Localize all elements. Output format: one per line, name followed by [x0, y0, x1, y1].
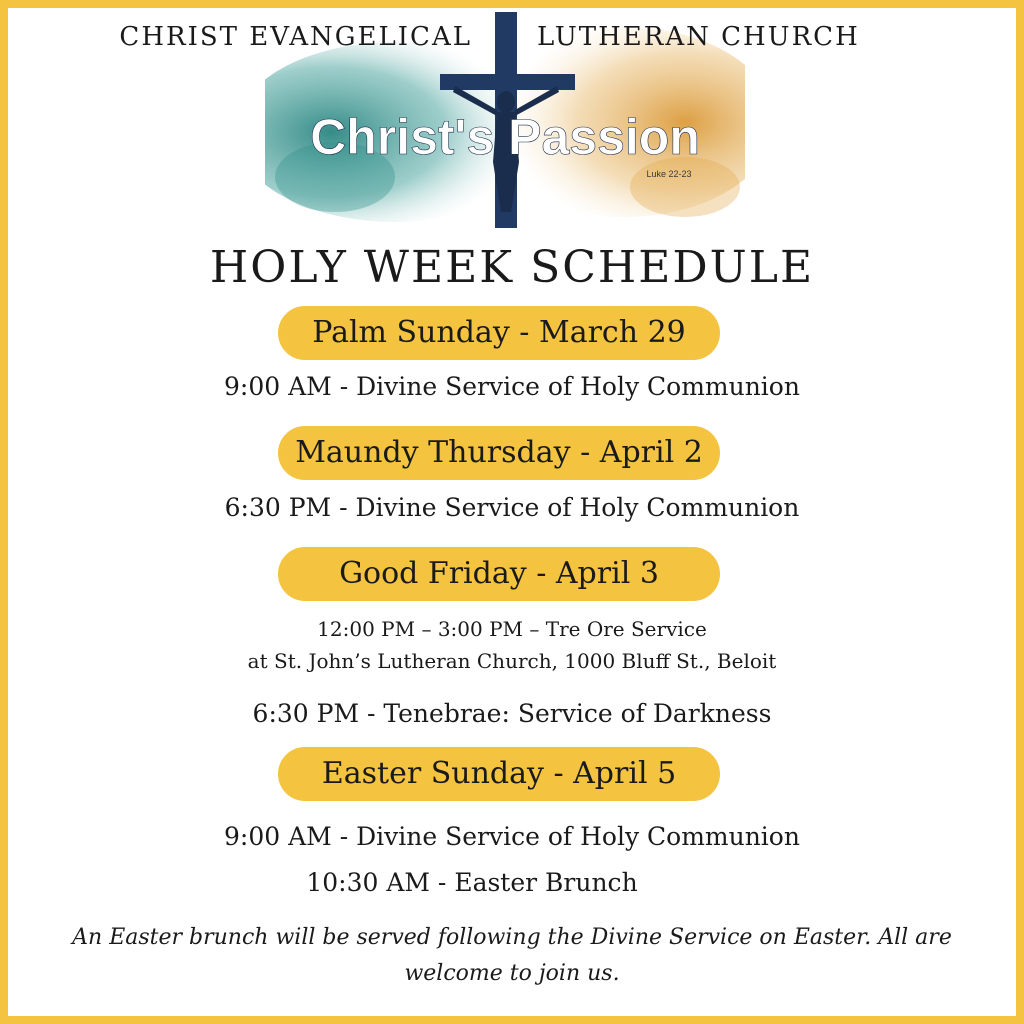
service-line: 9:00 AM - Divine Service of Holy Communion [224, 372, 800, 401]
church-name-left: CHRIST EVANGELICAL [119, 22, 472, 52]
footer-line-1: An Easter brunch will be served following the Divine Service on Easter. All are [72, 925, 952, 950]
banner-title: Christ's Passion [310, 109, 700, 165]
footer-note [40, 920, 984, 992]
banner-reference: Luke 22-23 [646, 169, 692, 179]
page-title: HOLY WEEK SCHEDULE [209, 242, 815, 293]
service-location: at St. John’s Lutheran Church, 1000 Bluff St., Beloit [247, 649, 777, 673]
service-line: 10:30 AM - Easter Brunch [306, 868, 638, 897]
church-title [0, 18, 1024, 58]
service-line: 6:30 PM - Tenebrae: Service of Darkness [252, 699, 772, 728]
service-line: 9:00 AM - Divine Service of Holy Communion [224, 822, 800, 851]
service-line: 6:30 PM - Divine Service of Holy Communion [224, 493, 800, 522]
footer-line-2: welcome to join us. [404, 961, 620, 986]
day-badge-easter-sunday: Easter Sunday - April 5 [278, 747, 720, 801]
day-badge-palm-sunday: Palm Sunday - March 29 [278, 306, 720, 360]
service-line: 12:00 PM – 3:00 PM – Tre Ore Service [317, 617, 707, 641]
day-badge-maundy-thursday: Maundy Thursday - April 2 [278, 426, 720, 480]
day-badge-good-friday: Good Friday - April 3 [278, 547, 720, 601]
church-name-right: LUTHERAN CHURCH [537, 22, 860, 52]
